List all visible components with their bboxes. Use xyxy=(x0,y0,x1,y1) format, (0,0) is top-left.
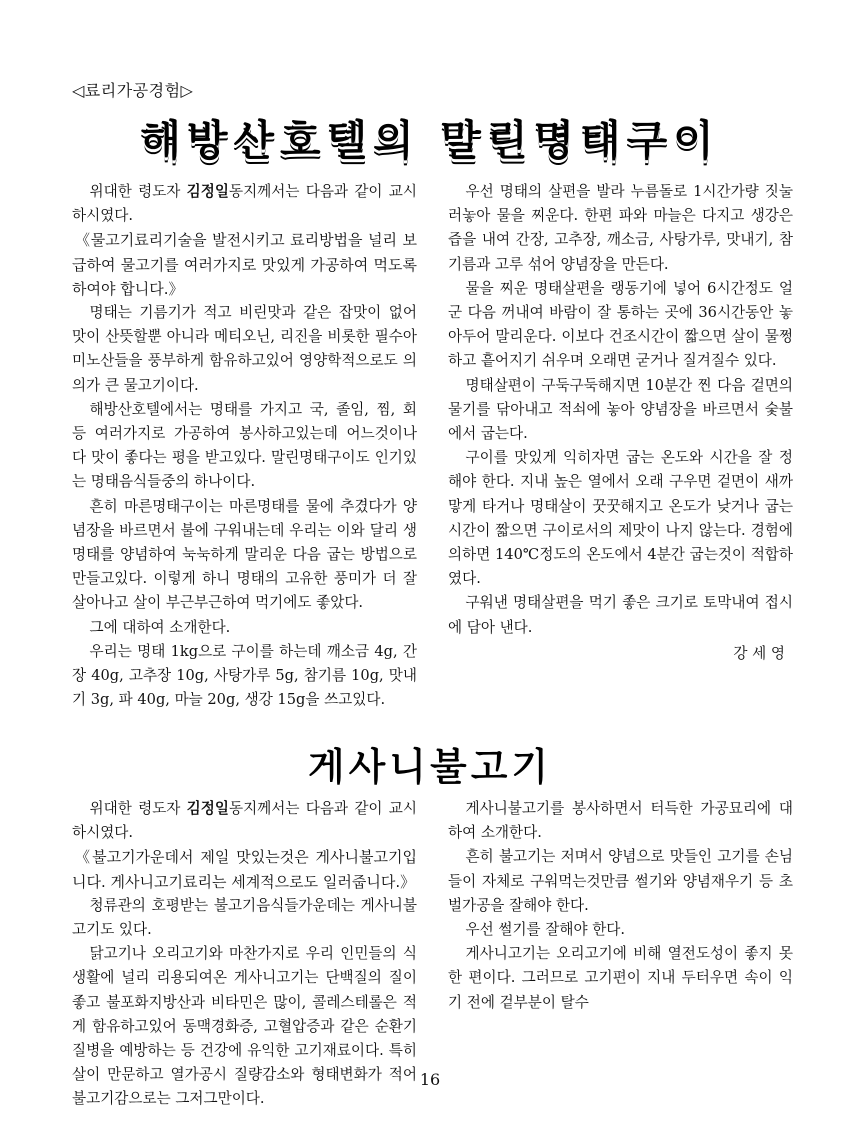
paragraph: 그에 대하여 소개한다. xyxy=(89,618,231,636)
intro-text-end: 동지께서는 다음과 같이 교시하시였다. xyxy=(72,183,417,225)
paragraph: 게사니고기는 오리고기에 비해 열전도성이 좋지 못한 편이다. 그러므로 고기편이 지내 두터우면 속이 익기 전에 겉부분이 탈수 xyxy=(448,945,793,1011)
paragraph: 게사니불고기를 봉사하면서 터득한 가공묘리에 대하여 소개한다. xyxy=(448,800,793,842)
article-title-1: 해방산호텔의 말린명태구이 xyxy=(140,116,720,165)
article-1-intro xyxy=(72,180,417,228)
paragraph: 구이를 맛있게 익히자면 굽는 온도와 시간을 잘 정해야 한다. 지내 높은 열에서 오래 구우면 겉면이 새까맣게 타거나 명태살이 꿋꿋해지고 온도가 낮거나 굽는 시간이 짧으면 구이로서의 제맛이 나지 않는다. 경험에 의하면 140℃정도의 온도에서 4분간 굽는것이 적합하였다. xyxy=(448,449,793,588)
article-1-left-column xyxy=(72,180,417,710)
article-2-left-column xyxy=(72,797,417,1108)
paragraph: 청류관의 호평받는 불고기음식들가운데는 게사니불고기도 있다. xyxy=(72,896,417,939)
section-tag: ◁료리가공경험▷ xyxy=(72,81,194,100)
paragraph: 구워낸 명태살편을 먹기 좋은 크기로 토막내여 접시에 담아 낸다. xyxy=(448,594,793,636)
article-2-intro xyxy=(72,797,417,845)
article-2-quote: 《불고기가운데서 제일 맛있는것은 게사니불고기입니다. 게사니고기료리는 세계적으로도 일러줍니다.》 xyxy=(72,848,417,891)
article-title-2: 게사니불고기 xyxy=(307,745,553,789)
page-number: 16 xyxy=(419,1070,441,1089)
paragraph: 흔히 마른명태구이는 마른명태를 물에 추겼다가 양념장을 바르면서 불에 구워내는데 우리는 이와 달리 생명태를 양념하여 눅눅하게 말리운 다음 굽는 방법으로 만들고있다. 이렇게 하니 명태의 고유한 풍미가 더 잘 살아나고 살이 부근부근하여 먹기에도 좋았다. xyxy=(72,497,417,612)
author-byline: 강 세 영 xyxy=(733,644,785,662)
intro-text: 위대한 령도자 xyxy=(89,183,187,200)
paragraph: 우선 명태의 살편을 발라 누름돌로 1시간가량 짓눌러놓아 물을 찌운다. 한편 파와 마늘은 다지고 생강은 즙을 내여 간장, 고추장, 깨소금, 사탕가루, 맛내기, 참기름과 고루 섞어 양념장을 만든다. xyxy=(448,183,793,273)
paragraph: 해방산호텔에서는 명태를 가지고 국, 졸임, 찜, 회 등 여러가지로 가공하여 봉사하고있는데 어느것이나 다 맛이 좋다는 평을 받고있다. 말린명태구이도 인기있는 명태음식들중의 하나이다. xyxy=(72,400,417,491)
intro-text-end: 동지께서는 다음과 같이 교시하시였다. xyxy=(72,800,417,842)
intro-text: 위대한 령도자 xyxy=(89,800,187,817)
article-1-right-column xyxy=(448,180,793,666)
paragraph: 명태살편이 구둑구둑해지면 10분간 찐 다음 겉면의 물기를 닦아내고 적쇠에 놓아 양념장을 바르면서 숯불에서 굽는다. xyxy=(448,376,793,443)
paragraph: 닭고기나 오리고기와 마찬가지로 우리 인민들의 식생활에 널리 리용되여온 게사니고기는 단백질의 질이 좋고 불포화지방산과 비타민은 많이, 콜레스테롤은 적게 함유하고있어 동맥경화증, 고혈압증과 같은 순환기질병을 예방하는 등 건강에 유익한 고기재료이다. 특히 살이 만문하고 열가공시 질량감소와 형태변화가 적어 불고기감으로는 그저그만이다. xyxy=(72,945,417,1108)
leader-name: 김정일 xyxy=(186,183,229,200)
article-2-right-column xyxy=(448,797,793,1015)
paragraph: 명태는 기름기가 적고 비린맛과 같은 잡맛이 없어 맛이 산뜻할뿐 아니라 메티오닌, 리진을 비롯한 필수아미노산들을 풍부하게 함유하고있어 영양학적으로도 의의가 큰 물고기이다. xyxy=(72,304,417,394)
leader-name: 김정일 xyxy=(186,800,229,817)
article-1-quote: 《물고기료리기술을 발전시키고 료리방법을 널리 보급하여 물고기를 여러가지로 맛있게 가공하여 먹도록 하여야 합니다.》 xyxy=(72,231,417,298)
paragraph: 우리는 명태 1kg으로 구이를 하는데 깨소금 4g, 간장 40g, 고추장 10g, 사탕가루 5g, 참기름 10g, 맛내기 3g, 파 40g, 마늘 20g, 생강 15g을 쓰고있다. xyxy=(72,642,417,709)
paragraph: 물을 찌운 명태살편을 랭동기에 넣어 6시간정도 얼군 다음 꺼내여 바람이 잘 통하는 곳에 36시간동안 놓아두어 말리운다. 이보다 건조시간이 짧으면 살이 물쩡하고 흩어지기 쉬우며 오래면 굳거나 질겨질수 있다. xyxy=(448,279,793,370)
paragraph: 우선 썰기를 잘해야 한다. xyxy=(465,921,626,939)
paragraph: 흔히 불고기는 저며서 양념으로 맛들인 고기를 손님들이 자체로 구워먹는것만큼 썰기와 양념재우기 등 초벌가공을 잘해야 한다. xyxy=(448,848,793,914)
